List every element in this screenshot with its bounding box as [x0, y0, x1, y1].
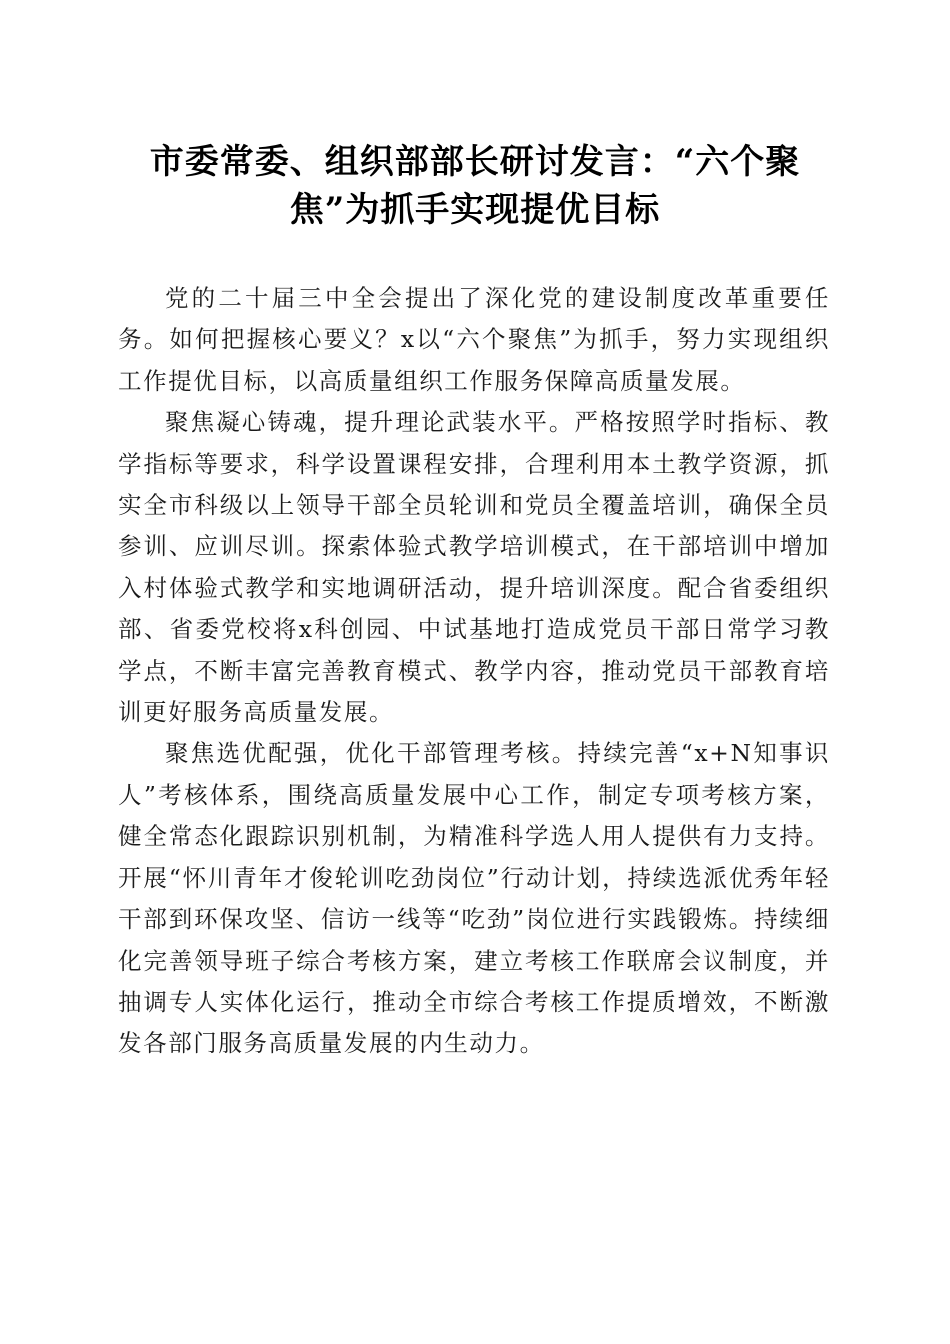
- paragraph-theory-arming: 聚焦凝心铸魂，提升理论武装水平。严格按照学时指标、教学指标等要求，科学设置课程安排，合理利用本土教学资源，抓实全市科级以上领导干部全员轮训和党员全覆盖培训，确保全员参训、应训尽训。探索体验式教学培训模式，在干部培训中增加入村体验式教学和实地调研活动，提升培训深度。配合省委组织部、省委党校将x科创园、中试基地打造成党员干部日常学习教学点，不断丰富完善教育模式、教学内容，推动党员干部教育培训更好服务高质量发展。: [118, 408, 830, 727]
- document-title: [120, 138, 830, 234]
- title-line-2: 焦”为抓手实现提优目标: [289, 190, 661, 230]
- paragraph-intro: 党的二十届三中全会提出了深化党的建设制度改革重要任务。如何把握核心要义？x以“六个聚焦”为抓手，努力实现组织工作提优目标，以高质量组织工作服务保障高质量发展。: [118, 284, 830, 395]
- paragraph-cadre-management: 聚焦选优配强，优化干部管理考核。持续完善“x+N知事识人”考核体系，围绕高质量发展中心工作，制定专项考核方案，健全常态化跟踪识别机制，为精准科学选人用人提供有力支持。开展“怀川青年才俊轮训吃劲岗位”行动计划，持续选派优秀年轻干部到环保攻坚、信访一线等“吃劲”岗位进行实践锻炼。持续细化完善领导班子综合考核方案，建立考核工作联席会议制度，并抽调专人实体化运行，推动全市综合考核工作提质增效，不断激发各部门服务高质量发展的内生动力。: [118, 739, 830, 1058]
- title-line-1: 市委常委、组织部部长研讨发言：“六个聚: [149, 142, 801, 182]
- document-body: [118, 278, 830, 1065]
